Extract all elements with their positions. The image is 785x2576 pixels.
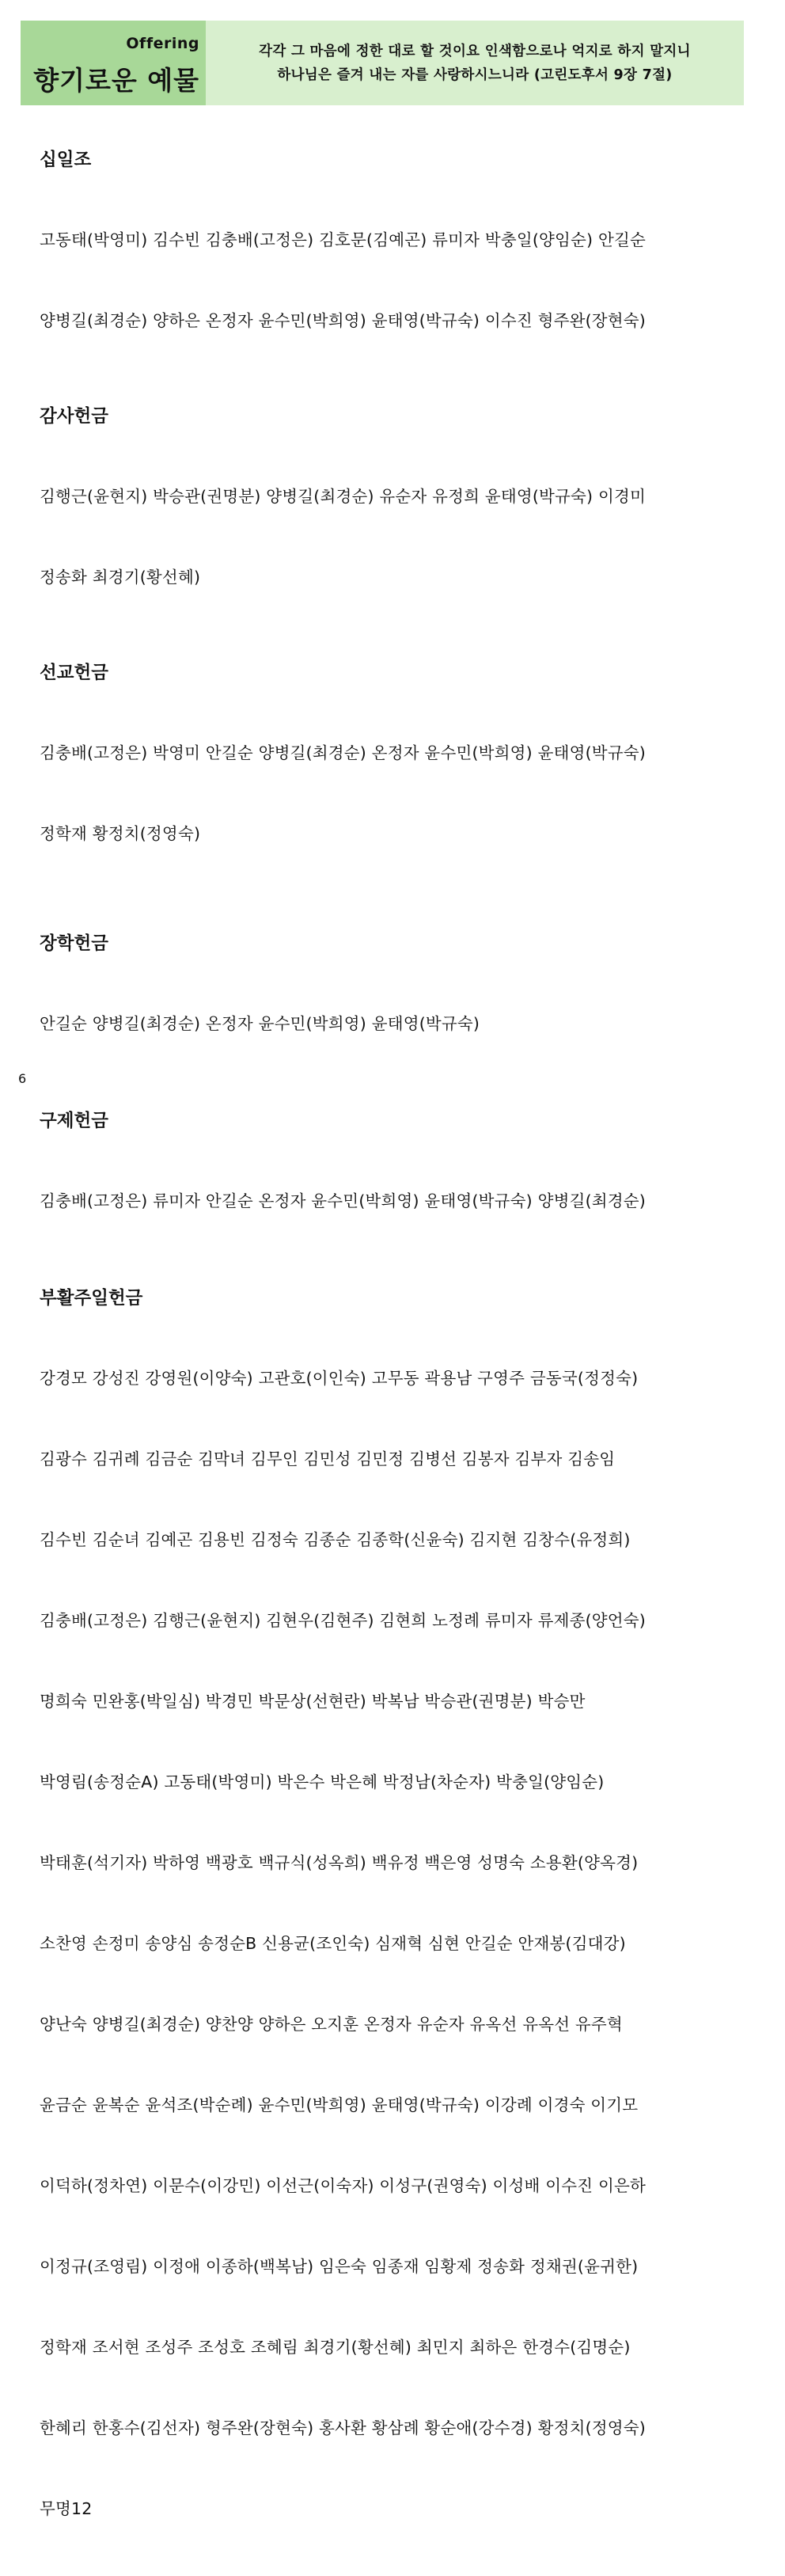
- section-names: [40, 956, 736, 1091]
- names-line: 안길순 양병길(최경순) 온정자 윤수민(박희영) 윤태영(박규숙): [40, 1014, 480, 1033]
- section-title: 장학헌금: [40, 933, 108, 954]
- names-line: 김충배(고정은) 김행근(윤현지) 김현우(김현주) 김현희 노정례 류미자 류제종(양언숙): [40, 1611, 646, 1630]
- section-mission: [40, 660, 736, 901]
- names-line: 이덕하(정차연) 이문수(이강민) 이선근(이숙자) 이성구(권영숙) 이성배 이수진 이은하: [40, 2176, 646, 2195]
- section-names: [40, 173, 736, 388]
- names-line: 한혜리 한홍수(김선자) 형주완(장현숙) 홍사환 황삼례 황순애(강수경) 황정치(정영숙): [40, 2418, 646, 2437]
- names-line: 박영림(송정순A) 고동태(박영미) 박은수 박은혜 박정남(차순자) 박충일(양임순): [40, 1772, 605, 1791]
- header-verse-box: [206, 21, 744, 105]
- section-names: [40, 686, 736, 901]
- names-line: 양난숙 양병길(최경순) 양찬양 양하은 오지훈 온정자 유순자 유옥선 유옥선 유주혁: [40, 2015, 623, 2034]
- section-tithe: [40, 147, 736, 388]
- header-title-box: [21, 21, 206, 105]
- section-names: [40, 1311, 736, 2576]
- names-line: 김충배(고정은) 박영미 안길순 양병길(최경순) 온정자 윤수민(박희영) 윤태영(박규숙): [40, 743, 646, 762]
- section-title: 부활주일헌금: [40, 1288, 143, 1309]
- section-easter: [40, 1286, 736, 2576]
- names-line: 무명12: [40, 2499, 93, 2518]
- names-line: 김광수 김귀례 김금순 김막녀 김무인 김민성 김민정 김병선 김봉자 김부자 김송임: [40, 1449, 616, 1468]
- verse-line-2: 하나님은 즐겨 내는 자를 사랑하시느니라 (고린도후서 9장 7절): [277, 66, 673, 83]
- section-title: 십일조: [40, 150, 92, 170]
- section-title: 구제헌금: [40, 1111, 108, 1131]
- verse-line-1: 각각 그 마음에 정한 대로 할 것이요 인색함으로나 억지로 하지 말지니: [259, 43, 691, 59]
- names-line: 정학재 황정치(정영숙): [40, 824, 201, 843]
- names-line: 정학재 조서현 조성주 조성호 조혜림 최경기(황선혜) 최민지 최하은 한경수(김명순): [40, 2338, 631, 2357]
- names-line: 윤금순 윤복순 윤석조(박순례) 윤수민(박희영) 윤태영(박규숙) 이강례 이경숙 이기모: [40, 2095, 639, 2114]
- offering-header: [21, 21, 744, 105]
- names-line: 김충배(고정은) 류미자 안길순 온정자 윤수민(박희영) 윤태영(박규숙) 양병길(최경순): [40, 1191, 646, 1210]
- section-names: [40, 1134, 736, 1268]
- section-scholarship: [40, 931, 736, 1091]
- names-line: 양병길(최경순) 양하은 온정자 윤수민(박희영) 윤태영(박규숙) 이수진 형주완(장현숙): [40, 311, 646, 330]
- names-line: 정송화 최경기(황선혜): [40, 568, 201, 587]
- header-title-korean: 향기로운 예물: [33, 65, 199, 96]
- names-line: 박태훈(석기자) 박하영 백광호 백규식(성옥희) 백유정 백은영 성명숙 소용환(양옥경): [40, 1853, 639, 1872]
- names-line: 이정규(조영림) 이정애 이종하(백복남) 임은숙 임종재 임황제 정송화 정채권(윤귀한): [40, 2257, 639, 2276]
- section-names: [40, 429, 736, 644]
- names-line: 김수빈 김순녀 김예곤 김용빈 김정숙 김종순 김종학(신윤숙) 김지현 김창수(유정희): [40, 1530, 631, 1549]
- names-line: 김행근(윤현지) 박승관(권명분) 양병길(최경순) 유순자 유정희 윤태영(박규숙) 이경미: [40, 487, 646, 506]
- section-title: 선교헌금: [40, 663, 108, 683]
- names-line: 소찬영 손정미 송양심 송정순B 신용균(조인숙) 심재혁 심현 안길순 안재봉(김대강): [40, 1934, 626, 1953]
- page-number: 6: [18, 1071, 27, 1086]
- names-line: 명희숙 민완홍(박일심) 박경민 박문상(선현란) 박복남 박승관(권명분) 박승만: [40, 1692, 586, 1711]
- names-line: 강경모 강성진 강영원(이양숙) 고관호(이인숙) 고무동 곽용남 구영주 금동국(정정숙): [40, 1369, 639, 1388]
- section-title: 감사헌금: [40, 406, 108, 427]
- header-title-english: Offering: [126, 35, 199, 52]
- section-relief: [40, 1108, 736, 1268]
- section-thanksgiving: [40, 404, 736, 644]
- names-line: 고동태(박영미) 김수빈 김충배(고정은) 김호문(김예곤) 류미자 박충일(양임순) 안길순: [40, 230, 646, 249]
- offering-content: [40, 147, 736, 2576]
